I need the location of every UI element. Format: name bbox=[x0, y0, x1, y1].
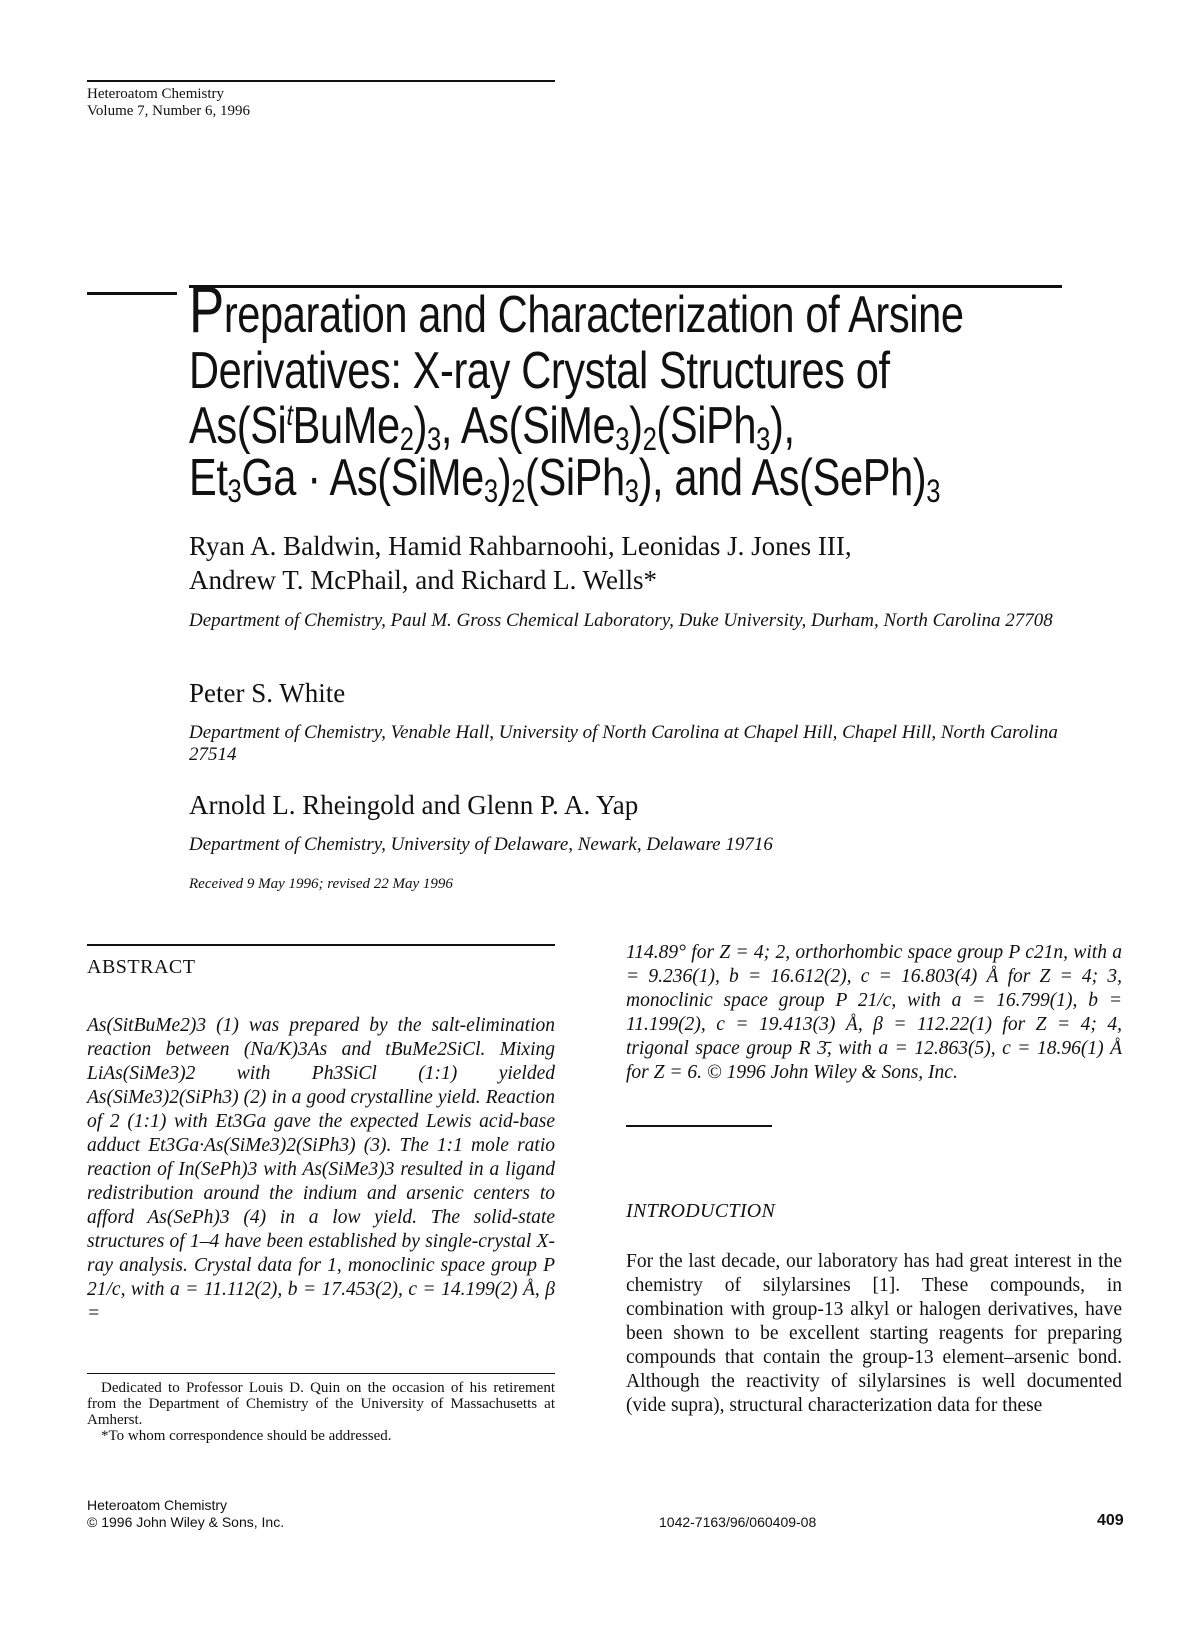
abstract-text-right: 114.89° for Z = 4; 2, orthorhombic space group P c21n, with a = 9.236(1), b = 16.612(2), c = 16.803(4) Å for Z = 4; 3, monoclinic space group P 21/c, with a = 16.799(1), b = 11.199(2), c = 19.413(3) Å, β = 112.22(1) for Z = 4; 4, trigonal space group R 3̄, with a = 12.863(5), c = 18.96(1) Å for Z = 6. © 1996 John Wiley & Sons, Inc. bbox=[626, 942, 1122, 1083]
footnote-dedication: Dedicated to Professor Louis D. Quin on the occasion of his retirement from the Department of Chemistry of the University of Massachusetts at Amherst. bbox=[87, 1380, 555, 1428]
abstract-heading: ABSTRACT bbox=[87, 956, 196, 978]
title-line-4: $Et_3Ga$ · $As(SiMe_3)_2(SiPh_3)$, and $As(SePh)_3$ bbox=[189, 449, 941, 509]
footer-journal bbox=[87, 1497, 284, 1531]
authors-delaware: Arnold L. Rheingold and Glenn P. A. Yap bbox=[189, 790, 639, 820]
title-line-1: Preparation and Characterization of Arsine bbox=[189, 272, 964, 346]
abstract-text-left: As(SitBuMe2)3 (1) was prepared by the salt-elimination reaction between (Na/K)3As and tBuMe2SiCl. Mixing LiAs(SiMe3)2 with Ph3SiCl (1:1) yielded As(SiMe3)2(SiPh3) (2) in a good crystalline yield. Reaction of 2 (1:1) with Et3Ga gave the expected Lewis acid-base adduct Et3Ga·As(SiMe3)2(SiPh3) (3). The 1:1 mole ratio reaction of In(SePh)3 with As(SiMe3)3 resulted in a ligand redistribution around the indium and arsenic centers to afford As(SePh)3 (4) in a low yield. The solid-state structures of 1–4 have been established by single-crystal X-ray analysis. Crystal data for 1, monoclinic space group P 21/c, with a = 11.112(2), b = 17.453(2), c = 14.199(2) Å, β = bbox=[87, 1015, 555, 1324]
authors-group-1 bbox=[189, 529, 852, 597]
abstract-end-rule bbox=[626, 1125, 772, 1127]
journal-volume: Volume 7, Number 6, 1996 bbox=[87, 103, 251, 119]
affiliation-delaware: Department of Chemistry, University of Delaware, Newark, Delaware 19716 bbox=[189, 834, 773, 855]
footer-code: 1042-7163/96/060409-08 bbox=[659, 1514, 817, 1530]
title-line-3: $As(Si^tBuMe_2)_3$, $As(SiMe_3)_2(SiPh_3)$, bbox=[189, 397, 795, 457]
author-white: Peter S. White bbox=[189, 678, 346, 708]
footnote-correspondence: *To whom correspondence should be addressed. bbox=[101, 1428, 392, 1444]
page-number: 409 bbox=[1097, 1512, 1124, 1529]
introduction-text: For the last decade, our laboratory has had great interest in the chemistry of silylarsines [1]. These compounds, in combination with group-13 alkyl or halogen derivatives, have been shown to be excellent starting reagents for preparing compounds that contain the group-13 element–arsenic bond. Although the reactivity of silylarsines is well documented (vide supra), structural characterization data for these bbox=[626, 1251, 1122, 1416]
title-drop-cap: P bbox=[189, 272, 224, 346]
footnote-rule bbox=[87, 1373, 555, 1374]
abstract-rule bbox=[87, 944, 555, 946]
introduction-heading: INTRODUCTION bbox=[626, 1200, 776, 1222]
title-rule-left bbox=[87, 292, 177, 295]
journal-name: Heteroatom Chemistry bbox=[87, 86, 225, 102]
footer-copyright: © 1996 John Wiley & Sons, Inc. bbox=[87, 1514, 285, 1530]
journal-header bbox=[87, 86, 250, 120]
affiliation-duke: Department of Chemistry, Paul M. Gross Chemical Laboratory, Duke University, Durham, North Carolina 27708 bbox=[189, 610, 1053, 631]
affiliation-unc: Department of Chemistry, Venable Hall, University of North Carolina at Chapel Hill, Chapel Hill, North Carolina 27514 bbox=[189, 722, 1058, 765]
title-line-2: Derivatives: X-ray Crystal Structures of bbox=[189, 342, 890, 400]
footer-journal-name: Heteroatom Chemistry bbox=[87, 1497, 228, 1513]
received-date: Received 9 May 1996; revised 22 May 1996 bbox=[189, 876, 453, 892]
authors-line-2: Andrew T. McPhail, and Richard L. Wells* bbox=[189, 565, 657, 595]
header-rule bbox=[87, 80, 555, 82]
authors-line-1: Ryan A. Baldwin, Hamid Rahbarnoohi, Leonidas J. Jones III, bbox=[189, 531, 852, 561]
